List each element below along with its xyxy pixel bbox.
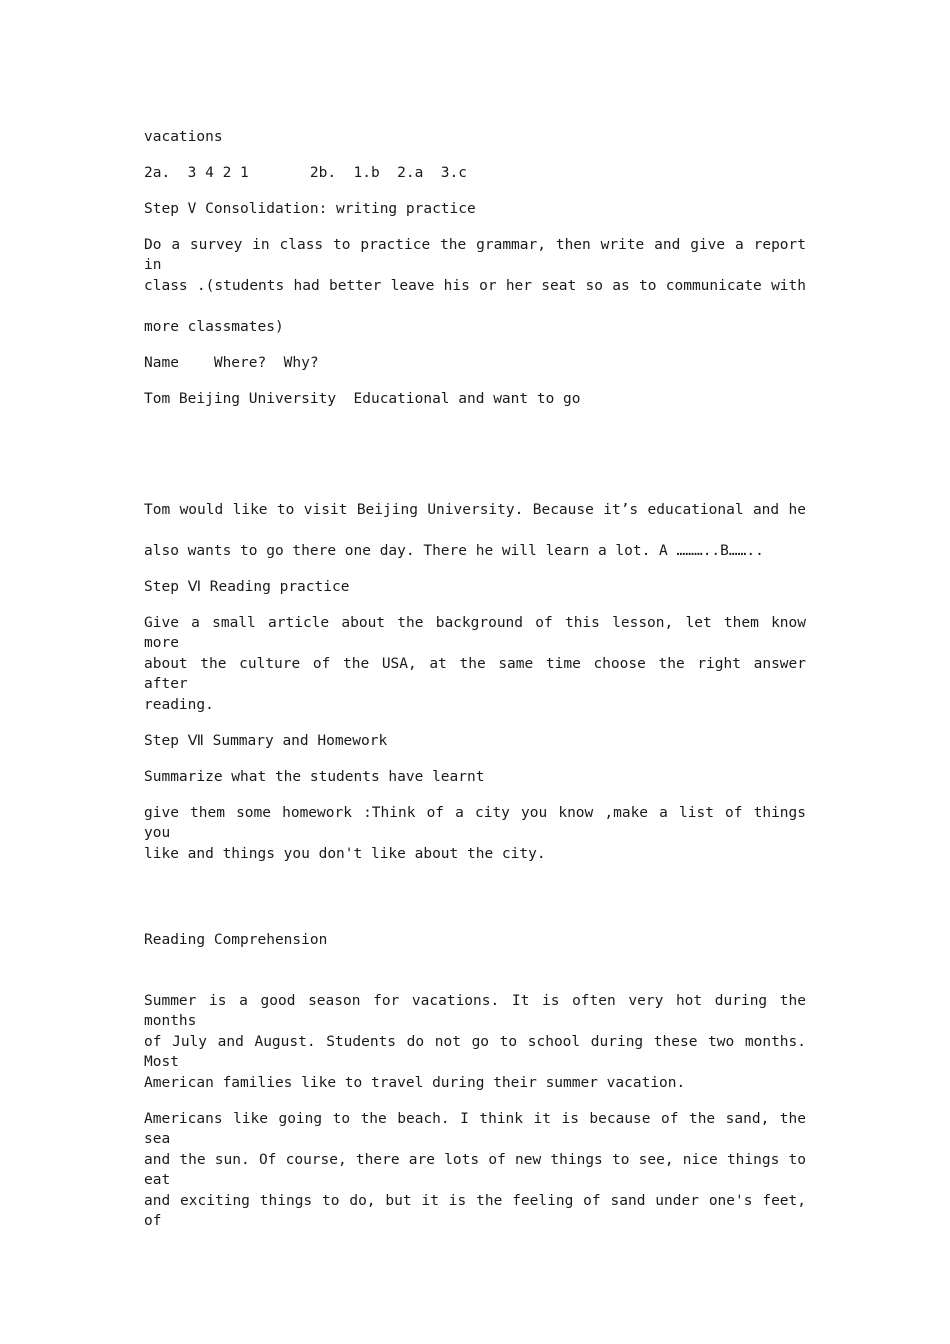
passage-line-5: and the sun. Of course, there are lots of new things to see, nice things to eat bbox=[144, 1152, 806, 1188]
step-vii-heading: Step Ⅶ Summary and Homework bbox=[144, 733, 388, 749]
step-v-heading: Step V Consolidation: writing practice bbox=[144, 201, 476, 217]
report-line-1: Tom would like to visit Beijing University. Because it’s educational and he bbox=[144, 502, 806, 518]
summary-line: Summarize what the students have learnt bbox=[144, 769, 485, 785]
passage-line-2: of July and August. Students do not go to school during these two months. Most bbox=[144, 1034, 806, 1070]
homework-line-1: give them some homework :Think of a city you know ,make a list of things you bbox=[144, 805, 806, 841]
report-line-2: also wants to go there one day. There he will learn a lot. A ………..B…….. bbox=[144, 543, 764, 559]
reading-practice-line-3: reading. bbox=[144, 697, 214, 713]
survey-instruction-line-1: Do a survey in class to practice the grammar, then write and give a report in bbox=[144, 237, 806, 273]
survey-instruction-line-3: more classmates) bbox=[144, 319, 284, 335]
answer-key-line: 2a. 3 4 2 1 2b. 1.b 2.a 3.c bbox=[144, 165, 468, 181]
survey-instruction-line-2: class .(students had better leave his or her seat so as to communicate with bbox=[144, 278, 806, 294]
survey-table-row: Tom Beijing University Educational and want to go bbox=[144, 391, 581, 407]
passage-line-3: American families like to travel during their summer vacation. bbox=[144, 1075, 686, 1091]
passage-line-1: Summer is a good season for vacations. It is often very hot during the months bbox=[144, 993, 806, 1029]
reading-practice-line-2: about the culture of the USA, at the same time choose the right answer after bbox=[144, 656, 806, 692]
survey-table-header: Name Where? Why? bbox=[144, 355, 319, 371]
passage-line-4: Americans like going to the beach. I think it is because of the sand, the sea bbox=[144, 1111, 806, 1147]
text-line-vacations: vacations bbox=[144, 129, 223, 145]
passage-line-6: and exciting things to do, but it is the feeling of sand under one's feet, of bbox=[144, 1193, 806, 1229]
reading-comprehension-heading: Reading Comprehension bbox=[144, 932, 328, 948]
step-vi-heading: Step Ⅵ Reading practice bbox=[144, 579, 350, 595]
homework-line-2: like and things you don't like about the city. bbox=[144, 846, 546, 862]
reading-practice-line-1: Give a small article about the background of this lesson, let them know more bbox=[144, 615, 806, 651]
